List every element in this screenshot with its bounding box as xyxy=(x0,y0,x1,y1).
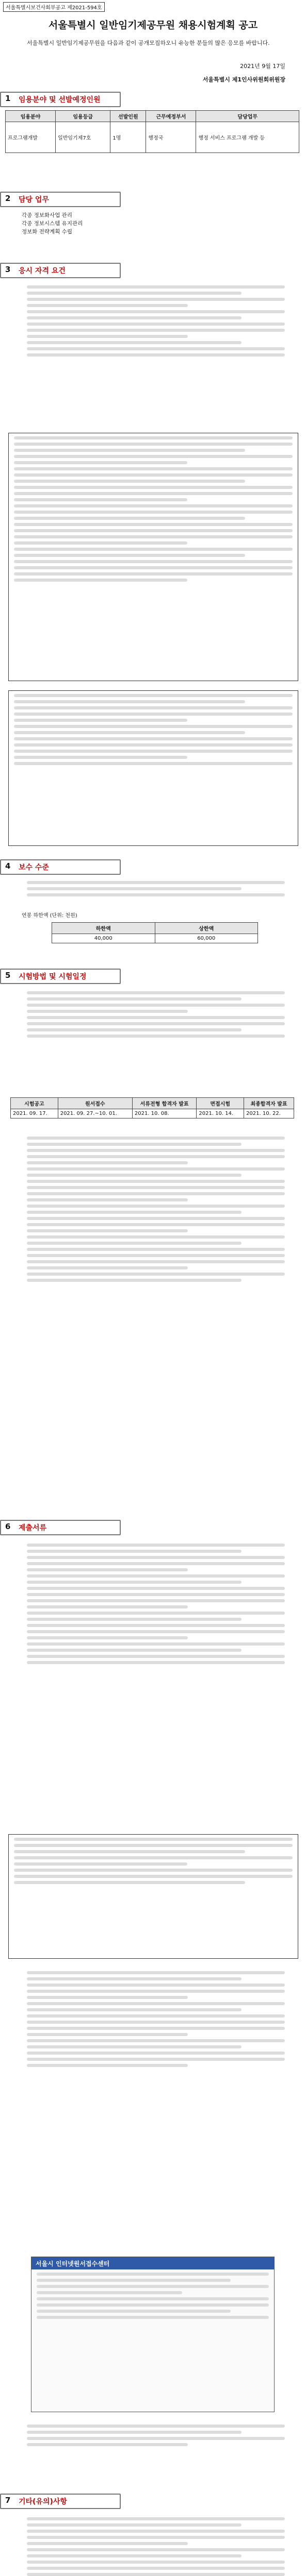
table-header: 임용등급 xyxy=(56,111,110,122)
table-cell: 1명 xyxy=(110,122,146,153)
intro-text: 서울특별시 일반임기제공무원을 다음과 같이 공개모집하오니 유능한 분들의 많은 응모를 바랍니다. xyxy=(27,40,270,46)
section-number: 6 xyxy=(5,1522,11,1531)
section-heading-5 xyxy=(0,969,124,984)
section-label: 기타(유의)사항 xyxy=(19,2498,67,2506)
duty-item: 각종 정보시스템 유지관리 xyxy=(22,221,83,227)
section-heading-1 xyxy=(0,92,124,107)
table-cell: 행정국 xyxy=(146,122,196,153)
eligibility-notice-box xyxy=(8,433,298,681)
announcement-date: 2021년 9월 17일 xyxy=(240,63,285,70)
table-cell: 2021. 09. 17. xyxy=(11,1109,58,1118)
table-cell: 2021. 10. 08. xyxy=(132,1109,197,1118)
submission-text xyxy=(22,2421,290,2488)
table-cell: 2021. 10. 22. xyxy=(244,1109,294,1118)
table-header: 최종합격자 발표 xyxy=(244,1098,294,1109)
section-heading-3 xyxy=(0,263,124,278)
application-text xyxy=(22,1968,290,2236)
table-header: 면접시험 xyxy=(197,1098,244,1109)
table-cell: 프로그램개발 xyxy=(6,122,56,153)
section-label: 응시 자격 요건 xyxy=(19,267,66,275)
recruitment-table xyxy=(5,110,299,153)
table-cell: 2021. 10. 14. xyxy=(197,1109,244,1118)
table-header: 담당업무 xyxy=(196,111,299,122)
salary-caption: 연봉 하한액 (단위: 천원) xyxy=(22,913,77,919)
table-cell: 2021. 09. 27.~10. 01. xyxy=(58,1109,132,1118)
table-header: 하한액 xyxy=(52,923,155,934)
duty-item: 정보화 전략계획 수립 xyxy=(22,229,72,235)
salary-text xyxy=(22,878,290,909)
table-header: 선발인원 xyxy=(110,111,146,122)
table-header: 임용분야 xyxy=(6,111,56,122)
table-header: 근무예정부서 xyxy=(146,111,196,122)
table-cell: 60,000 xyxy=(155,934,258,943)
duty-item: 각종 정보화사업 관리 xyxy=(22,212,72,218)
section-label: 보수 수준 xyxy=(19,863,49,872)
table-cell: 40,000 xyxy=(52,934,155,943)
eligibility-text xyxy=(22,282,290,427)
section-heading-7 xyxy=(0,2494,124,2509)
section-label: 시험방법 및 시험일정 xyxy=(19,973,87,981)
section-number: 5 xyxy=(5,971,11,980)
table-header: 원서접수 xyxy=(58,1098,132,1109)
exam-method-text xyxy=(22,988,290,1091)
page-title: 서울특별시 일반임기제공무원 채용시험계획 공고 xyxy=(48,20,258,31)
section-number: 4 xyxy=(5,861,11,871)
section-heading-2 xyxy=(0,192,124,207)
table-cell: 행정 서비스 프로그램 개발 등 xyxy=(196,122,299,153)
section-number: 1 xyxy=(5,94,11,103)
section-heading-4 xyxy=(0,859,124,875)
qualification-table-box xyxy=(8,690,298,846)
section-number: 7 xyxy=(5,2496,11,2505)
website-screenshot xyxy=(31,2257,275,2412)
table-header: 서류전형 합격자 발표 xyxy=(132,1098,197,1109)
table-header: 상한액 xyxy=(155,923,258,934)
issuing-organization: 서울특별시 제1인사위원회위원장 xyxy=(202,76,285,83)
announcement-reference: 서울특별시보건사회부공고 제2021-594호 xyxy=(3,2,105,12)
website-header: 서울시 인터넷원서접수센터 xyxy=(31,2257,274,2269)
section-label: 제출서류 xyxy=(19,1524,47,1532)
notes-text xyxy=(22,2514,290,2576)
duties-list xyxy=(22,211,290,236)
documents-text xyxy=(22,1540,290,1829)
table-header: 시험공고 xyxy=(11,1098,58,1109)
salary-table xyxy=(52,922,258,943)
section-label: 임용분야 및 선발예정인원 xyxy=(19,96,101,104)
table-cell: 일반임기제7호 xyxy=(56,122,110,153)
section-number: 3 xyxy=(5,265,11,274)
section-number: 2 xyxy=(5,194,11,203)
documents-notice-box xyxy=(8,1834,298,1959)
section-label: 담당 업무 xyxy=(19,196,49,204)
schedule-table xyxy=(10,1097,294,1118)
section-heading-6 xyxy=(0,1520,124,1535)
exam-detail-text xyxy=(22,1133,290,1494)
